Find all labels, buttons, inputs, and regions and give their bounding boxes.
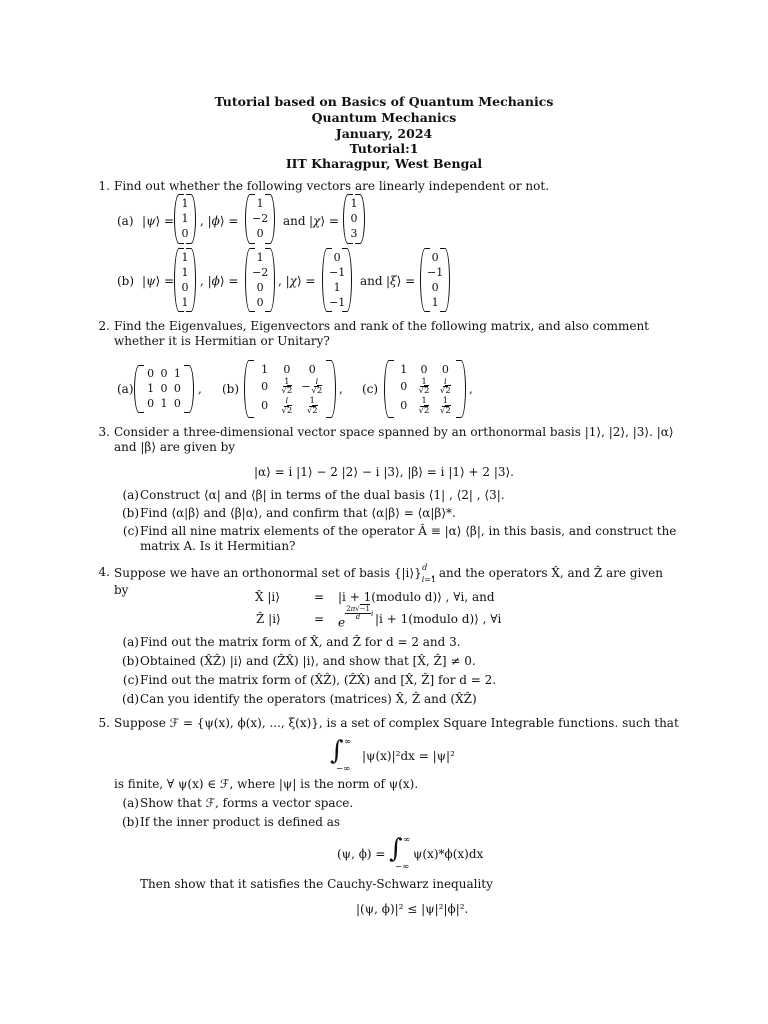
matrix-entry: $\frac{1}{√2}$ xyxy=(281,376,293,397)
date-line: January, 2024 xyxy=(335,126,433,141)
question-text: Suppose ℱ = {ψ(x), ϕ(x), ..., ξ(x)}, is a set of complex Square Integrable functions. such that xyxy=(114,716,679,730)
vector-entry: 1 xyxy=(181,196,189,210)
matrix-entry: 0 xyxy=(283,362,291,376)
matrix-entry: $\frac{1}{√2}$ xyxy=(439,396,451,416)
phi-ket: , |ϕ⟩ = xyxy=(200,274,239,288)
part-text: Show that ℱ, forms a vector space. xyxy=(140,796,354,810)
inner-product-rhs: ψ(x)*ϕ(x)dx xyxy=(413,847,484,861)
matrix-entry: 0 xyxy=(160,382,168,396)
z-hat-rhs: |i + 1(modulo d)⟩ , ∀i xyxy=(375,612,502,626)
tutorial-number: Tutorial:1 xyxy=(349,141,419,156)
question-number: 1. xyxy=(98,179,110,193)
vector-phi xyxy=(245,194,275,244)
vector-entry: 0 xyxy=(431,280,439,294)
part-text: Find out the matrix form of X̂, and Ẑ for d = 2 and 3. xyxy=(140,635,461,649)
cauchy-schwarz-inequality: |(ψ, ϕ)|² ≤ |ψ|²|ϕ|². xyxy=(356,902,469,916)
vector-entry: 1 xyxy=(256,250,264,264)
equals: = xyxy=(314,612,325,626)
part-label: (b) xyxy=(117,274,135,288)
matrix-entry: 0 xyxy=(147,396,155,410)
x-hat-rhs: |i + 1(modulo d)⟩ , ∀i, and xyxy=(338,590,495,604)
upper-limit: ∞ xyxy=(344,737,352,747)
alpha-beta-definition: |α⟩ = i |1⟩ − 2 |2⟩ − i |3⟩, |β⟩ = i |1⟩ + 2 |3⟩. xyxy=(253,465,514,479)
comma: , xyxy=(469,382,473,396)
norm-equation: |ψ(x)|²dx = |ψ|² xyxy=(362,749,455,763)
and-word: and xyxy=(360,274,383,288)
question-text-start: Suppose we have an orthonormal set of basis {|i⟩} xyxy=(114,566,422,580)
vector-psi xyxy=(174,194,196,244)
vector-entry: 0 xyxy=(256,295,264,309)
psi-ket: |ψ⟩ = xyxy=(142,274,175,288)
part-label: (b) xyxy=(222,382,240,396)
integral-sign: ∫ xyxy=(389,834,403,864)
part-label: (a) xyxy=(122,796,139,810)
vector-xi xyxy=(420,248,450,312)
question-number: 5. xyxy=(98,716,110,730)
equals: = xyxy=(314,590,325,604)
x-hat-lhs: X̂ |i⟩ xyxy=(255,590,280,604)
vector-entry: 0 xyxy=(333,250,341,264)
question-number: 3. xyxy=(98,425,110,439)
matrix-entry: $\frac{1}{√2}$ xyxy=(306,396,318,416)
vector-entry: −1 xyxy=(329,265,346,279)
question-text: Suppose we have an orthonormal set of basis $\{|i⟩\}_{i=1}^d$ , and the operators X̂, and Ẑ are given by xyxy=(114,563,663,598)
vector-chi xyxy=(343,194,365,244)
course-name: Quantum Mechanics xyxy=(311,110,457,125)
matrix-b xyxy=(244,360,336,418)
matrix-a xyxy=(134,365,194,413)
upper-limit: ∞ xyxy=(403,835,411,845)
part-text: Obtained (X̂Ẑ) |i⟩ and (ẐX̂) |i⟩, and show that [X̂, Ẑ] ≠ 0. xyxy=(140,654,476,668)
matrix-c xyxy=(384,360,466,418)
vector-entry: 0 xyxy=(431,250,439,264)
part-label: (a) xyxy=(117,382,134,396)
part-label: (a) xyxy=(122,488,139,502)
comma: , xyxy=(339,382,343,396)
vector-entry: 0 xyxy=(181,280,189,294)
part-text: Find ⟨α|β⟩ and ⟨β|α⟩, and confirm that ⟨α|β⟩ = ⟨α|β⟩*. xyxy=(140,506,456,520)
part-text: Construct ⟨α| and ⟨β| in terms of the dual basis ⟨1| , ⟨2| , ⟨3|. xyxy=(140,488,505,502)
z-hat-lhs: Ẑ |i⟩ xyxy=(256,612,281,626)
chi-ket: |χ⟩ = xyxy=(309,214,339,228)
phase-factor: e $^{\frac{2\pi√-1}{d} i}$ xyxy=(338,605,374,630)
vector-entry: 0 xyxy=(181,227,189,241)
matrix-entry: 0 xyxy=(173,396,181,410)
matrix-entry: 1 xyxy=(400,362,408,376)
part-label: (a) xyxy=(117,214,134,228)
matrix-entry: 0 xyxy=(308,362,316,376)
xi-ket: |ξ⟩ = xyxy=(386,274,416,288)
vector-entry: 3 xyxy=(350,227,358,241)
matrix-entry: 0 xyxy=(400,379,408,393)
vector-entry: 1 xyxy=(350,196,358,210)
matrix-entry: $\frac{i}{√2}$ xyxy=(281,396,293,416)
cauchy-schwarz-statement: Then show that it satisfies the Cauchy-Schwarz inequality xyxy=(140,877,493,891)
vector-entry: 1 xyxy=(181,265,189,279)
question-number: 2. xyxy=(98,319,110,333)
vector-entry: 1 xyxy=(256,196,264,210)
inner-product-lhs: (ψ, ϕ) = xyxy=(337,847,386,861)
matrix-entry: 0 xyxy=(420,362,428,376)
vector-entry: 1 xyxy=(181,295,189,309)
part-label: (c) xyxy=(122,673,139,687)
title-line: Tutorial based on Basics of Quantum Mechanics xyxy=(214,94,554,109)
part-label: (b) xyxy=(121,815,139,829)
vector-entry: 1 xyxy=(181,250,189,264)
lower-limit: −∞ xyxy=(395,862,410,872)
vector-psi xyxy=(174,248,196,312)
part-text: If the inner product is defined as xyxy=(140,815,341,829)
vector-entry: −1 xyxy=(329,295,346,309)
vector-entry: 0 xyxy=(350,212,358,226)
matrix-entry: $\frac{i}{√2}$ xyxy=(439,376,451,397)
phi-ket: , |ϕ⟩ = xyxy=(200,214,239,228)
vector-entry: 1 xyxy=(181,212,189,226)
vector-entry: 1 xyxy=(431,295,439,309)
vector-chi xyxy=(322,248,352,312)
matrix-entry: 0 xyxy=(147,367,155,381)
vector-entry: −1 xyxy=(427,265,444,279)
part-text: Can you identify the operators (matrices) X̂, Ẑ and (X̂Ẑ) xyxy=(140,692,477,706)
institution: IIT Kharagpur, West Bengal xyxy=(285,156,483,171)
question-text-end: , and the operators X̂, and Ẑ are given by xyxy=(114,566,663,598)
matrix-entry: 0 xyxy=(160,367,168,381)
matrix-entry: 1 xyxy=(173,367,181,381)
part-label: (a) xyxy=(122,635,139,649)
matrix-entry: 0 xyxy=(261,399,269,413)
matrix-entry: $\frac{1}{√2}$ xyxy=(418,396,430,416)
matrix-entry: $\frac{1}{√2}$ xyxy=(418,376,430,397)
matrix-entry: 0 xyxy=(400,399,408,413)
integral-sign: ∫ xyxy=(330,736,344,766)
vector-entry: 1 xyxy=(333,280,341,294)
vector-entry: 0 xyxy=(256,280,264,294)
psi-ket: |ψ⟩ = xyxy=(142,214,175,228)
vector-entry: −2 xyxy=(252,212,269,226)
part-label: (c) xyxy=(362,382,379,396)
question-text: Consider a three-dimensional vector space spanned by an orthonormal basis |1⟩, |2⟩, |3⟩. |α⟩ and |β⟩ are given by xyxy=(114,425,674,454)
question-number: 4. xyxy=(98,565,110,579)
matrix-entry: 1 xyxy=(160,396,168,410)
finite-statement: is finite, ∀ ψ(x) ∈ ℱ, where |ψ| is the norm of ψ(x). xyxy=(114,777,419,791)
matrix-entry: 1 xyxy=(261,362,269,376)
matrix-entry: 0 xyxy=(441,362,449,376)
vector-entry: 0 xyxy=(256,227,264,241)
part-label: (b) xyxy=(121,506,139,520)
matrix-entry: − $\frac{i}{√2}$ xyxy=(301,376,323,397)
question-text: Find the Eigenvalues, Eigenvectors and rank of the following matrix, and also comment whether it is Hermitian or Unitary? xyxy=(114,319,650,348)
comma: , xyxy=(198,382,202,396)
vector-entry: −2 xyxy=(252,265,269,279)
part-text: Find out the matrix form of (X̂Ẑ), (ẐX̂) and [X̂, Ẑ] for d = 2. xyxy=(140,673,497,687)
part-label: (b) xyxy=(121,654,139,668)
matrix-entry: 1 xyxy=(147,382,155,396)
chi-ket: , |χ⟩ = xyxy=(278,274,316,288)
matrix-entry: 0 xyxy=(173,382,181,396)
question-text: Find out whether the following vectors are linearly independent or not. xyxy=(114,179,550,193)
vector-phi xyxy=(245,248,275,312)
part-label: (d) xyxy=(121,692,139,706)
and-word: and xyxy=(283,214,306,228)
matrix-entry: 0 xyxy=(261,379,269,393)
part-text: Find all nine matrix elements of the operator Â ≡ |α⟩ ⟨β|, in this basis, and construct the matrix A. Is it Hermitian? xyxy=(140,524,677,553)
part-label: (c) xyxy=(122,524,139,538)
lower-limit: −∞ xyxy=(336,764,351,774)
